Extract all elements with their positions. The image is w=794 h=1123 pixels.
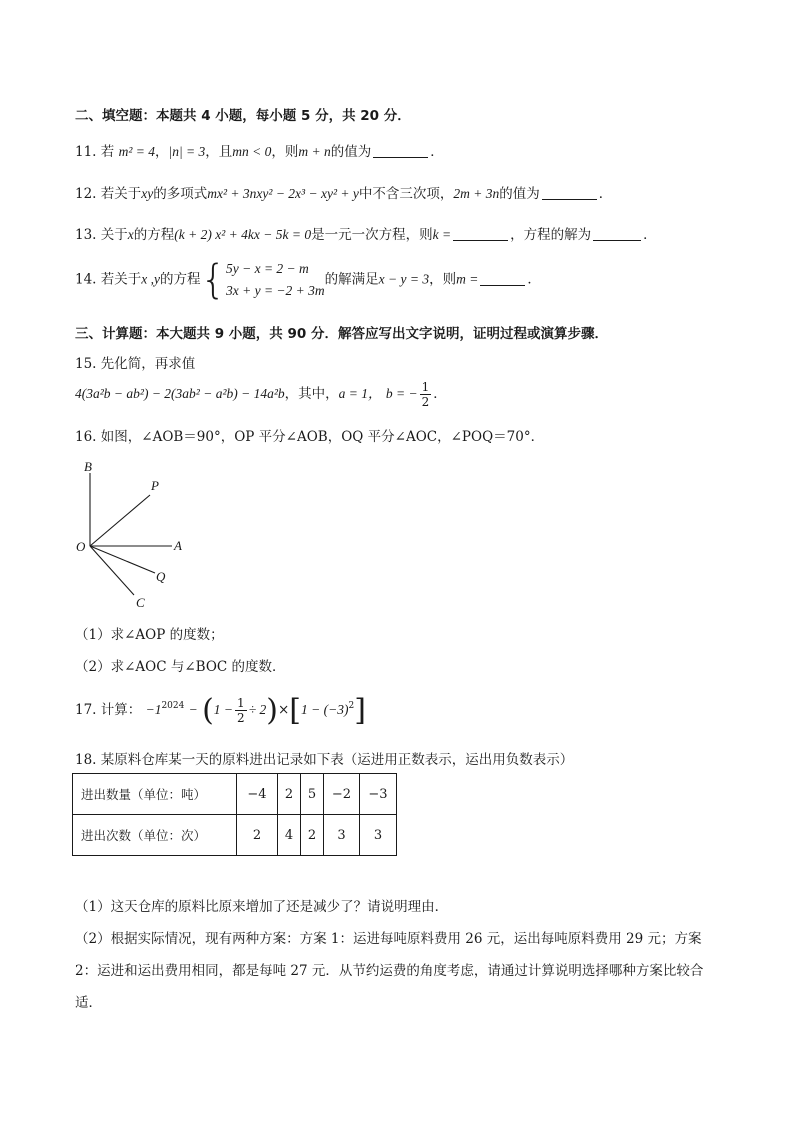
math-expression: m = [456, 271, 479, 287]
math-expression: mn < 0 [232, 144, 272, 159]
fraction [235, 697, 247, 724]
answer-blank[interactable] [480, 273, 525, 286]
question-text: 计算： [100, 702, 142, 718]
question-text: ． [527, 271, 541, 288]
math-expression: 2m + 3n [453, 186, 500, 201]
question-16-part-1: （1）求∠AOP 的度数； [75, 627, 224, 643]
left-brace: { [200, 257, 226, 303]
question-text: ． [430, 144, 444, 160]
table-cell: 4 [278, 815, 301, 856]
table-cell: 3 [324, 815, 360, 856]
table-cell: 2 [301, 815, 324, 856]
question-text: 若 [100, 144, 115, 160]
math-expression: xy [141, 186, 154, 201]
question-16-part-2: （2）求∠AOC 与∠BOC 的度数． [75, 659, 286, 675]
fraction-numerator: 1 [237, 696, 245, 710]
left-bracket: [ [289, 693, 301, 728]
section-heading-fill-blank: 二、填空题：本题共 4 小题，每小题 5 分，共 20 分． [75, 108, 411, 124]
label-c: C [136, 595, 145, 610]
exponent: 2 [348, 701, 355, 711]
question-text: ． [643, 227, 657, 243]
right-paren: ) [266, 693, 278, 728]
question-16: 16. 如图，∠AOB＝90°，OP 平分∠AOB，OQ 平分∠AOC，∠POQ＝70°． [75, 429, 545, 445]
answer-blank[interactable] [593, 228, 641, 241]
label-o: O [76, 539, 86, 554]
question-number: 11. [75, 144, 97, 160]
exponent: 2024 [161, 701, 185, 711]
material-record-table [72, 773, 397, 856]
question-text: 的值为 [499, 186, 540, 202]
fraction [420, 381, 432, 408]
fraction-denominator: 2 [237, 711, 245, 725]
question-text: ． [433, 386, 447, 402]
question-15-label: 15. 先化简，再求值 [75, 356, 196, 372]
table-row [73, 774, 397, 815]
question-text: 的方程 [133, 227, 175, 243]
condition: b = − [385, 386, 418, 401]
question-14 [75, 258, 541, 302]
condition: a = 1， [338, 386, 382, 401]
math-expression: ÷ 2 [248, 702, 267, 717]
question-12 [75, 182, 612, 202]
equation: 5y − x = 2 − m [225, 261, 309, 276]
question-text: ，则 [271, 144, 299, 160]
times-sign: × [277, 702, 290, 718]
ray-oc [90, 546, 134, 595]
math-expression: m² = 4 [118, 144, 155, 159]
math-expression: −1 [145, 702, 162, 717]
math-expression: |n| = 3 [168, 144, 206, 159]
question-text: ，则 [429, 271, 457, 288]
question-text: 若关于 [100, 186, 142, 202]
answer-blank[interactable] [542, 187, 597, 200]
math-expression: mx² + 3nxy² − 2x³ − xy² + y [207, 186, 359, 201]
question-text: ， [155, 144, 169, 160]
math-expression: − [188, 702, 198, 717]
question-text: 中不含三次项， [358, 186, 454, 202]
question-15-expression [75, 381, 447, 408]
ray-oq [90, 546, 155, 573]
question-text: 的方程 [160, 271, 201, 288]
question-text: ． [598, 186, 613, 202]
angle-figure [70, 455, 200, 615]
math-expression: (k + 2) x² + 4kx − 5k = 0 [174, 227, 312, 242]
question-18-part-1: （1）这天仓库的原料比原来增加了还是减少了？请说明理由． [75, 899, 449, 915]
table-cell: −2 [324, 774, 360, 815]
question-number: 12. [75, 186, 97, 202]
section-heading-calculation: 三、计算题：本大题共 9 小题，共 90 分．解答应写出文字说明，证明过程或演算步骤． [75, 326, 608, 342]
question-number: 13. [75, 227, 97, 243]
question-text: 的解满足 [324, 271, 379, 288]
answer-blank[interactable] [453, 228, 508, 241]
question-text: 若关于 [100, 271, 142, 288]
math-expression: x [127, 227, 134, 242]
table-cell: −3 [360, 774, 397, 815]
question-13 [75, 223, 657, 243]
math-expression: 1 − (−3) [300, 702, 349, 717]
answer-blank[interactable] [373, 145, 428, 158]
question-text: ，其中， [284, 386, 339, 402]
math-expression: m + n [298, 144, 331, 159]
question-number: 14. [75, 271, 97, 288]
table-row-header: 进出次数（单位：次） [73, 815, 237, 856]
question-18: 18. 某原料仓库某一天的原料进出记录如下表（运进用正数表示，运出用负数表示） [75, 752, 574, 768]
fraction-denominator: 2 [421, 395, 430, 409]
math-expression: k = [432, 227, 452, 242]
question-number: 17. [75, 702, 97, 718]
question-11 [75, 140, 444, 160]
table-cell: 5 [301, 774, 324, 815]
question-18-part-2-line-3: 适． [75, 995, 102, 1011]
table-cell: 2 [237, 815, 278, 856]
equation-system [226, 258, 325, 302]
fraction-numerator: 1 [421, 380, 430, 394]
question-text: 是一元一次方程，则 [311, 227, 433, 243]
question-18-part-2-line-2: 2：运进和运出费用相同，都是每吨 27 元．从节约运费的角度考虑，请通过计算说明选择哪种方案比较合 [75, 963, 704, 979]
label-p: P [151, 478, 159, 493]
math-expression: x ,y [141, 271, 161, 287]
math-expression: x − y = 3 [378, 271, 430, 287]
left-paren: ( [202, 693, 214, 728]
table-cell: 3 [360, 815, 397, 856]
ray-op [90, 495, 150, 546]
question-text: ，且 [205, 144, 233, 160]
question-text: ，方程的解为 [510, 227, 592, 243]
table-cell: 2 [278, 774, 301, 815]
question-text: 关于 [100, 227, 128, 243]
table-row-header: 进出数量（单位：吨） [73, 774, 237, 815]
label-q: Q [156, 569, 166, 584]
math-expression: 4(3a²b − ab²) − 2(3ab² − a²b) − 14a²b [75, 386, 285, 401]
label-a: A [174, 538, 182, 553]
question-18-part-2-line-1: （2）根据实际情况，现有两种方案：方案 1：运进每吨原料费用 26 元，运出每吨原料费用 29 元；方案 [75, 931, 702, 947]
question-17 [75, 693, 366, 728]
equation: 3x + y = −2 + 3m [225, 283, 325, 298]
math-expression: 1 − [213, 702, 234, 717]
question-text: 的值为 [330, 144, 372, 160]
question-text: 的多项式 [153, 186, 208, 202]
table-cell: −4 [237, 774, 278, 815]
right-bracket: ] [354, 693, 366, 728]
table-row [73, 815, 397, 856]
label-b: B [84, 459, 92, 474]
